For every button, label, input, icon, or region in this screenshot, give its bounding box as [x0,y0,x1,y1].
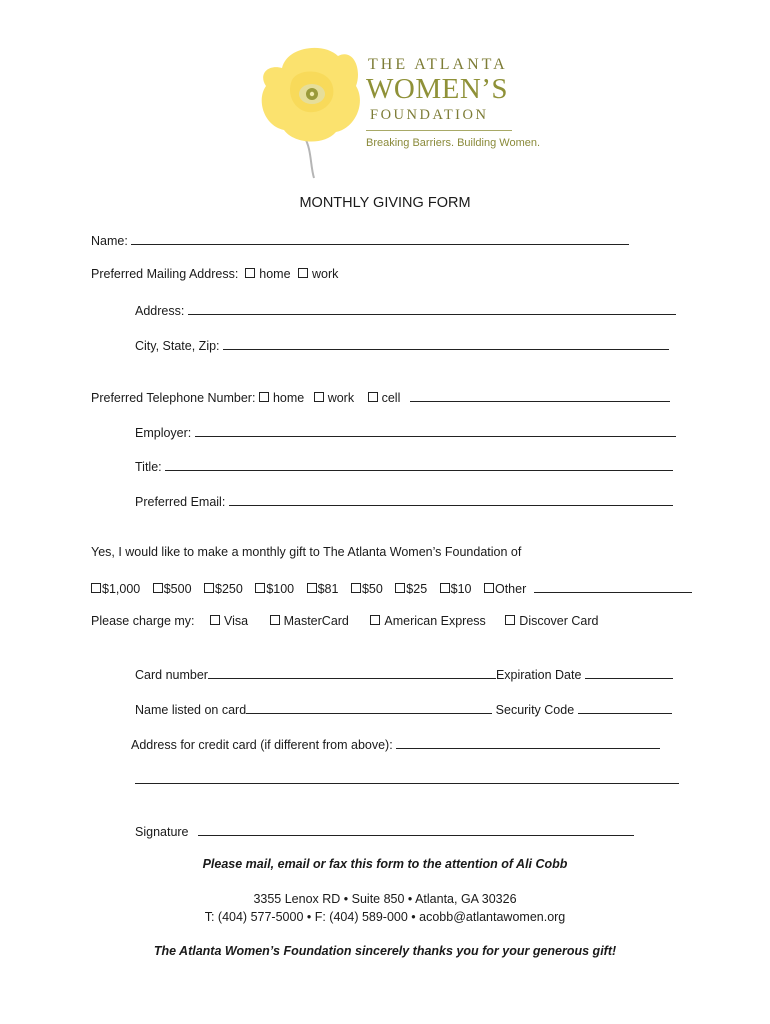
charge-mastercard-label: MasterCard [283,614,349,628]
expiration-label: Expiration Date [495,668,582,682]
card-address-row [131,736,660,752]
amount-500-option[interactable] [153,582,192,596]
name-label: Name: [91,234,128,248]
signature-row [135,823,634,839]
checkbox-icon [484,583,494,593]
logo-line-the-atlanta: THE ATLANTA [368,56,508,73]
phone-row [91,389,670,405]
amount-1000-label: $1,000 [102,582,141,596]
charge-discover-label: Discover Card [519,614,599,628]
amount-50-option[interactable] [351,582,383,596]
address-label: Address: [135,304,185,318]
gift-text: Yes, I would like to make a monthly gift to The Atlanta Women’s Foundation of [91,545,522,559]
employer-field[interactable] [195,424,676,437]
checkbox-icon [395,583,405,593]
amount-10-option[interactable] [440,582,472,596]
checkbox-icon [91,583,101,593]
mailing-label: Preferred Mailing Address: [91,267,239,281]
mailing-home-option[interactable] [245,267,290,281]
amount-50-label: $50 [361,582,383,596]
checkbox-icon [210,615,220,625]
email-row [135,493,673,509]
logo-tagline: Breaking Barriers. Building Women. [366,137,541,149]
checkbox-icon [153,583,163,593]
checkbox-icon [204,583,214,593]
card-number-field[interactable] [208,666,496,679]
amount-other-label: Other [494,582,527,596]
charge-visa-label: Visa [224,614,249,628]
form-title: MONTHLY GIVING FORM [299,195,471,211]
amount-500-label: $500 [163,582,192,596]
checkbox-icon [259,392,269,402]
checkbox-icon [298,268,308,278]
amount-250-option[interactable] [204,582,243,596]
employer-row [135,424,676,440]
mailing-address: 3355 Lenox RD • Suite 850 • Atlanta, GA 30326 [253,892,517,906]
amount-1000-option[interactable] [91,582,140,596]
phone-field[interactable] [410,389,670,402]
security-code-field[interactable] [578,701,672,714]
phone-work-option[interactable] [314,391,354,405]
charge-amex-label: American Express [384,614,486,628]
amount-other-option[interactable] [484,582,526,596]
card-address-field-line2[interactable] [135,771,679,784]
charge-discover-option[interactable] [505,614,598,628]
city-label: City, State, Zip: [135,339,220,353]
signature-label: Signature [135,825,189,839]
name-field[interactable] [131,232,629,245]
amount-250-label: $250 [215,582,243,596]
mailing-home-label: home [259,267,291,281]
amount-25-label: $25 [406,582,428,596]
phone-cell-option[interactable] [368,391,401,405]
name-on-card-field[interactable] [246,701,492,714]
employer-label: Employer: [135,426,192,440]
card-number-row [135,666,673,682]
logo-line-womens: WOMEN’S [366,73,509,105]
phone-cell-label: cell [381,391,401,405]
name-on-card-label: Name listed on card [135,703,247,717]
signature-field[interactable] [198,823,634,836]
email-field[interactable] [229,493,673,506]
charge-row [91,614,608,628]
city-field[interactable] [223,337,669,350]
checkbox-icon [505,615,515,625]
checkbox-icon [270,615,280,625]
title-row [135,458,673,474]
title-field[interactable] [165,458,673,471]
expiration-field[interactable] [585,666,673,679]
charge-label: Please charge my: [91,614,195,628]
amount-10-label: $10 [450,582,472,596]
mail-instructions: Please mail, email or fax this form to the attention of Ali Cobb [202,857,568,871]
mailing-work-label: work [312,267,339,281]
checkbox-icon [368,392,378,402]
address-row [135,302,676,318]
city-row [135,337,669,353]
charge-amex-option[interactable] [370,614,485,628]
name-row [91,232,629,248]
amount-81-label: $81 [317,582,339,596]
amount-81-option[interactable] [307,582,339,596]
amount-100-label: $100 [266,582,295,596]
checkbox-icon [255,583,265,593]
charge-mastercard-option[interactable] [270,614,349,628]
amount-100-option[interactable] [255,582,294,596]
phone-work-label: work [327,391,355,405]
amount-other-field[interactable] [534,580,692,593]
mailing-work-option[interactable] [298,267,338,281]
address-field[interactable] [188,302,676,315]
checkbox-icon [351,583,361,593]
name-on-card-row [135,701,672,717]
phone-home-label: home [272,391,305,405]
mailing-row [91,267,348,281]
logo-line-foundation: FOUNDATION [370,107,489,123]
amount-options [91,580,692,596]
thank-you-note: The Atlanta Women’s Foundation sincerely thanks you for your generous gift! [153,944,617,958]
contact-info: T: (404) 577-5000 • F: (404) 589-000 • acobb@atlantawomen.org [204,910,566,924]
phone-label: Preferred Telephone Number: [91,391,256,405]
logo-divider [366,130,512,131]
flower-icon [262,48,360,178]
phone-home-option[interactable] [259,391,304,405]
charge-visa-option[interactable] [210,614,248,628]
checkbox-icon [314,392,324,402]
email-label: Preferred Email: [135,495,226,509]
card-number-label: Card number [135,668,208,682]
checkbox-icon [370,615,380,625]
title-label: Title: [135,460,162,474]
security-code-label: Security Code [495,703,575,717]
checkbox-icon [440,583,450,593]
checkbox-icon [245,268,255,278]
checkbox-icon [307,583,317,593]
amount-25-option[interactable] [395,582,427,596]
card-address-field[interactable] [396,736,660,749]
card-address-label: Address for credit card (if different from above): [131,738,393,752]
